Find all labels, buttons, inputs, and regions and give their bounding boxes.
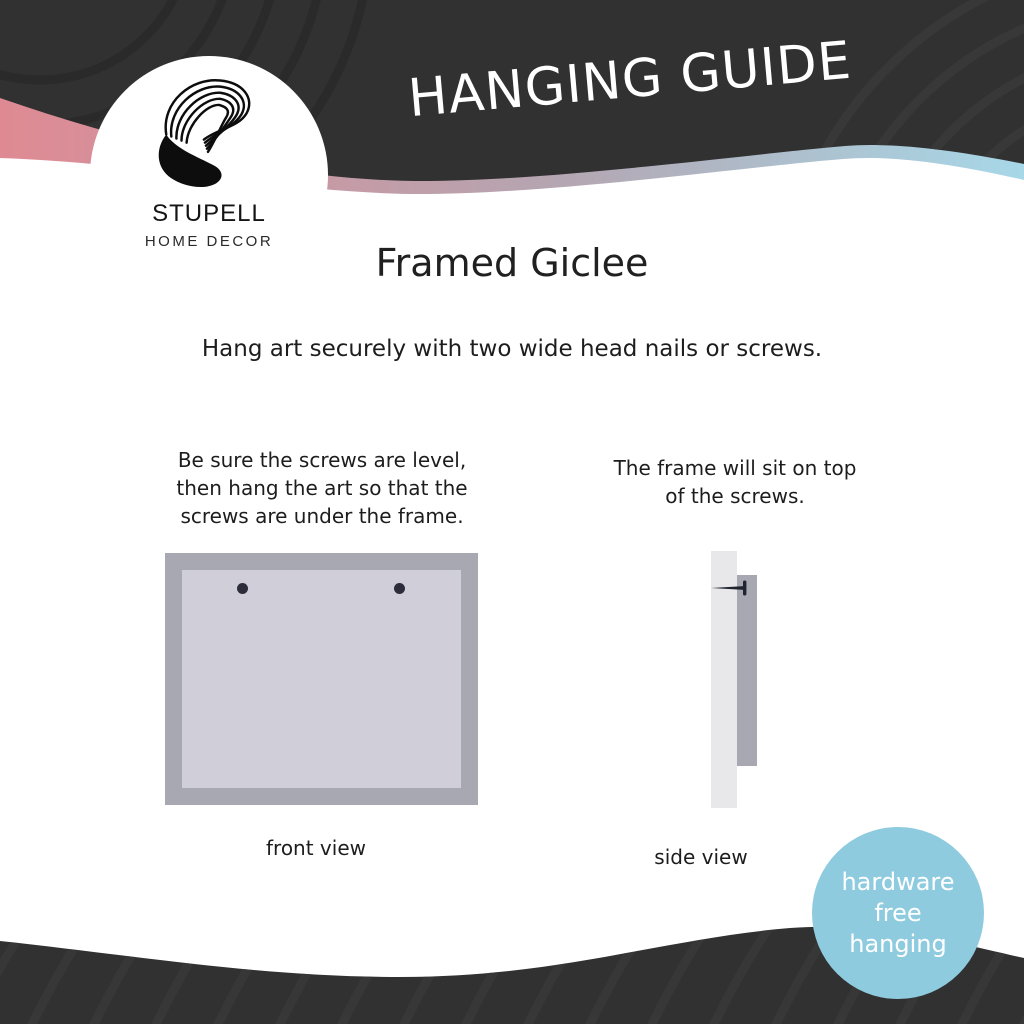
- side-view-backing-bar: [737, 575, 757, 766]
- instruction-line: The frame will sit on top: [613, 456, 857, 480]
- instruction-line: then hang the art so that the: [176, 476, 468, 500]
- instruction-line: Be sure the screws are level,: [177, 448, 467, 472]
- brand-subtitle: HOME DECOR: [144, 233, 274, 250]
- frame-art-area: [182, 570, 461, 788]
- badge-line: hanging: [849, 929, 947, 958]
- nail-icon: [708, 578, 754, 598]
- front-view-caption: front view: [266, 836, 366, 860]
- instruction-line: screws are under the frame.: [180, 504, 464, 528]
- screw-icon: [394, 583, 405, 594]
- product-type-title: Framed Giclee: [375, 241, 649, 285]
- side-view-caption: side view: [654, 845, 748, 869]
- screw-icon: [237, 583, 248, 594]
- instruction-line: of the screws.: [665, 484, 805, 508]
- badge-line: free: [874, 898, 922, 927]
- front-view-diagram: [165, 553, 478, 805]
- front-view-instruction: [142, 446, 502, 530]
- side-view-instruction: [575, 454, 895, 510]
- badge-line: hardware: [841, 867, 955, 896]
- stupell-s-swirl-icon: [153, 70, 265, 200]
- intro-text: Hang art securely with two wide head nails or screws.: [201, 336, 823, 362]
- page-title: HANGING GUIDE: [405, 30, 855, 130]
- brand-name: STUPELL: [152, 200, 266, 227]
- brand-logo-badge: [90, 56, 328, 294]
- hardware-free-hanging-badge: [812, 827, 984, 999]
